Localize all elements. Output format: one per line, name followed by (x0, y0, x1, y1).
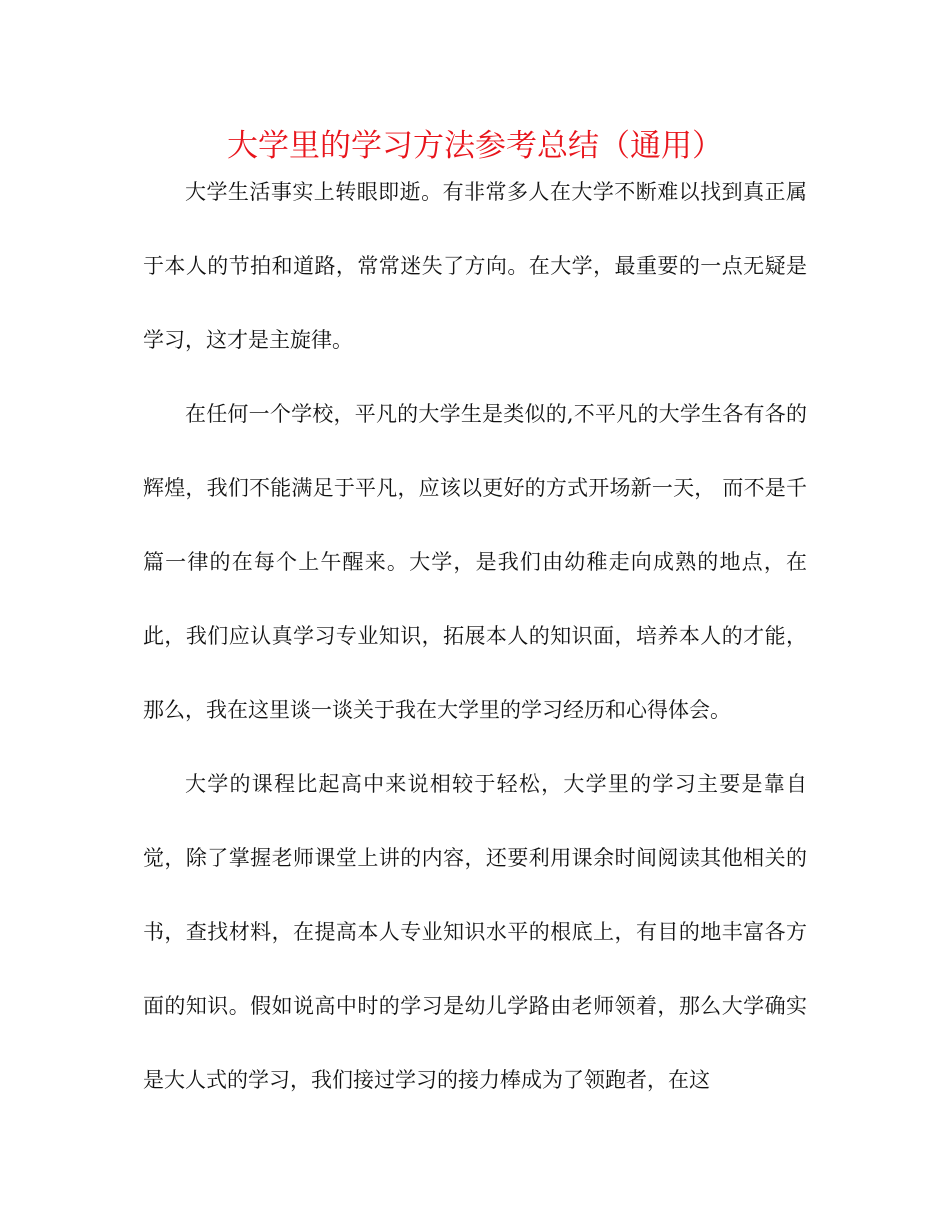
paragraph-3: 大学的课程比起高中来说相较于轻松，大学里的学习主要是靠自觉，除了掌握老师课堂上讲的内容，还要利用课余时间阅读其他相关的书，查找材料，在提高本人专业知识水平的根底上，有目的地丰富各方面的知识。假如说高中时的学习是幼儿学路由老师领着，那么大学确实是大人式的学习，我们接过学习的接力棒成为了领跑者，在这 (143, 772, 807, 1092)
document-body (143, 155, 807, 1117)
paragraph-2: 在任何一个学校，平凡的大学生是类似的,不平凡的大学生各有各的辉煌，我们不能满足于平凡，应该以更好的方式开场新一天， 而不是千篇一律的在每个上午醒来。大学，是我们由幼稚走向成熟的地点，在此，我们应认真学习专业知识，拓展本人的知识面，培养本人的才能，那么，我在这里谈一谈关于我在大学里的学习经历和心得体会。 (143, 402, 807, 722)
document-title: 大学里的学习方法参考总结（通用） (227, 128, 723, 164)
paragraph-1: 大学生活事实上转眼即逝。有非常多人在大学不断难以找到真正属于本人的节拍和道路，常常迷失了方向。在大学，最重要的一点无疑是学习，这才是主旋律。 (143, 180, 807, 352)
